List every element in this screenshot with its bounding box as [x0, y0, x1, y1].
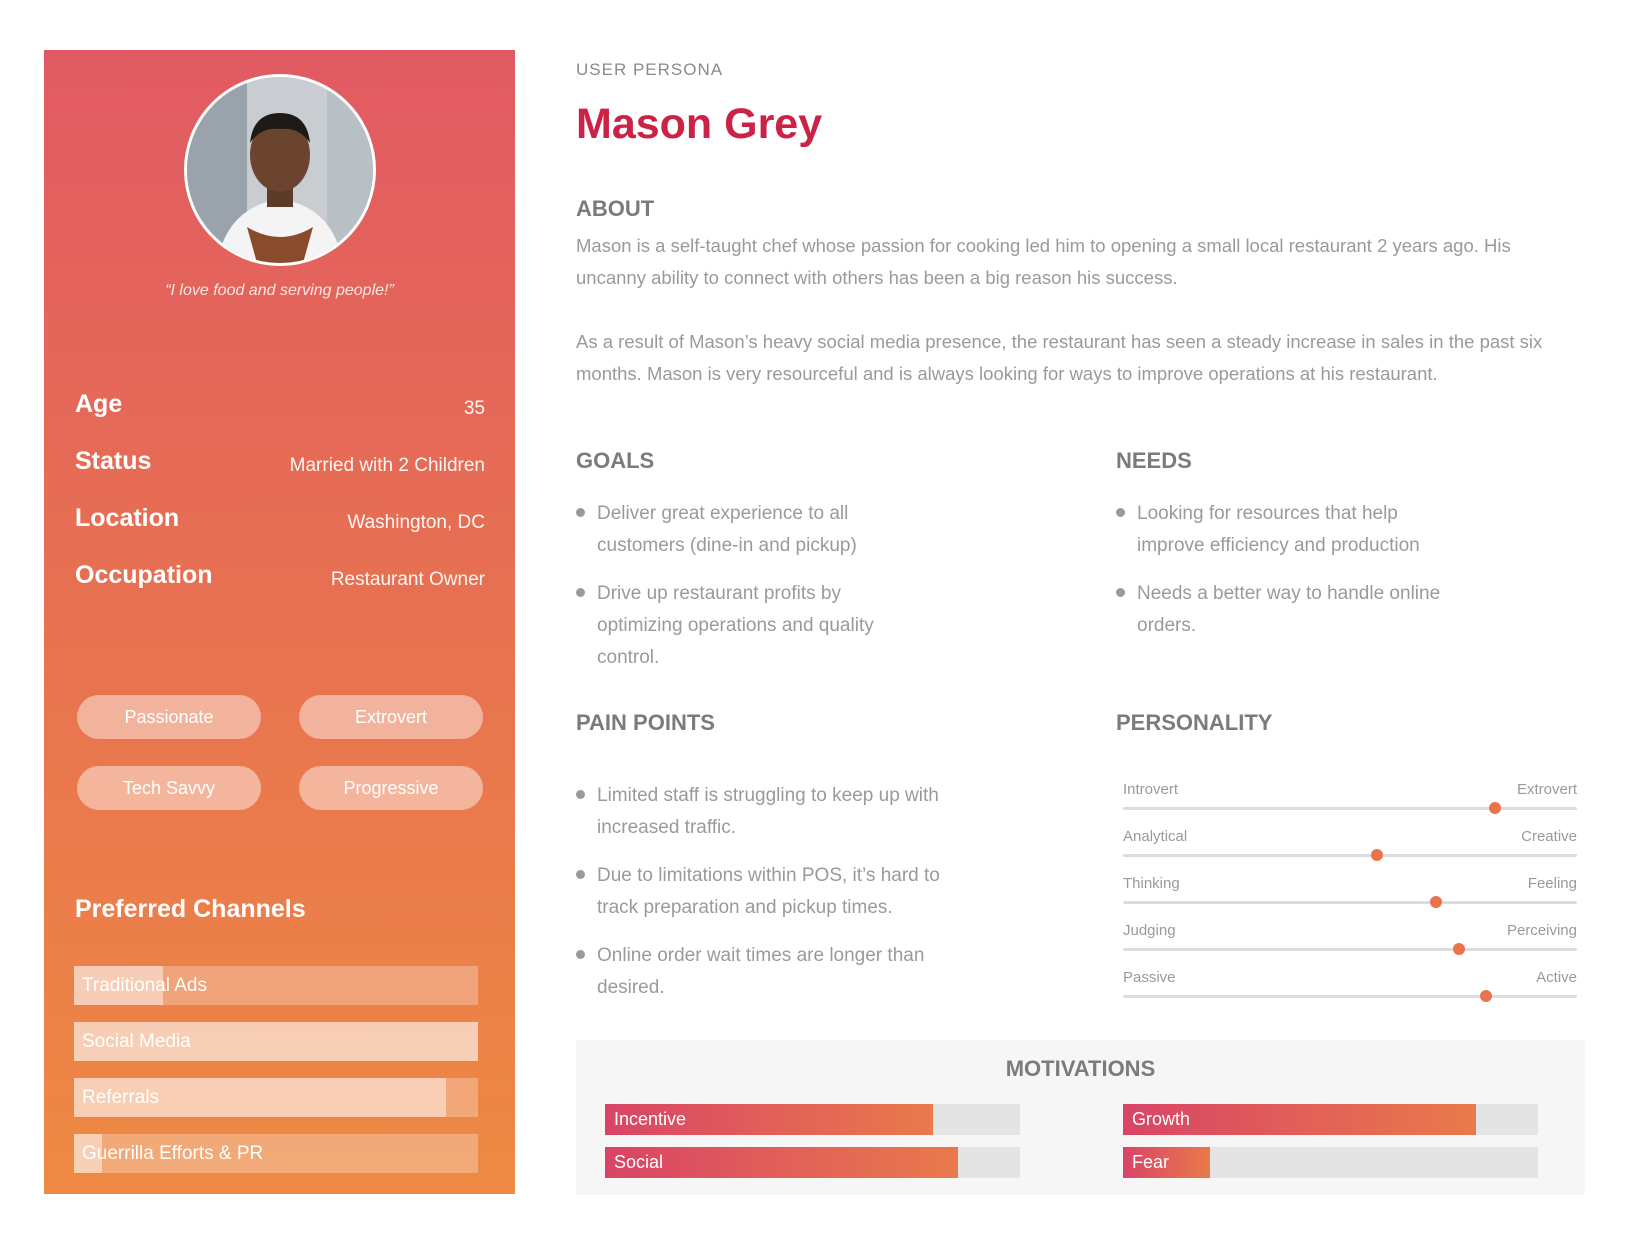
fact-location [75, 504, 485, 561]
pain-point-item: Due to limitations within POS, it’s hard to track preparation and pickup times. [576, 860, 946, 924]
trait-slider [1123, 969, 1577, 1016]
trait-marker [1489, 802, 1501, 814]
motivations-panel [576, 1040, 1585, 1195]
motivation-bar [1123, 1104, 1538, 1135]
fact-value: Married with 2 Children [289, 455, 485, 476]
fact-label: Status [75, 447, 152, 475]
fact-status [75, 447, 485, 504]
persona-avatar [184, 74, 376, 266]
channel-bar [74, 1022, 478, 1061]
trait-track [1123, 901, 1577, 904]
trait-track [1123, 995, 1577, 998]
trait-slider [1123, 781, 1577, 828]
motivation-bar [1123, 1147, 1538, 1178]
trait-slider [1123, 875, 1577, 922]
trait-left-label: Passive [1123, 969, 1176, 986]
trait-marker [1371, 849, 1383, 861]
fact-value: 35 [463, 398, 485, 419]
trait-right-label: Perceiving [1506, 922, 1577, 939]
trait-marker [1453, 943, 1465, 955]
needs-heading: NEEDS [1116, 448, 1192, 473]
channel-label: Referrals [82, 1087, 160, 1108]
goal-item: Drive up restaurant profits by optimizing operations and quality control. [576, 578, 916, 674]
trait-slider [1123, 922, 1577, 969]
motivation-label: Fear [1132, 1152, 1170, 1172]
trait-marker [1480, 990, 1492, 1002]
goal-item: Deliver great experience to all customers (dine-in and pickup) [576, 498, 916, 562]
motivation-label: Social [614, 1152, 664, 1172]
channel-bar [74, 966, 478, 1005]
channel-label: Traditional Ads [82, 975, 207, 996]
about-paragraph-1: Mason is a self-taught chef whose passion for cooking led him to opening a small local restaurant 2 years ago. His uncanny ability to connect with others has been a big reason his success. [576, 235, 1511, 288]
chef-portrait-photo [187, 77, 373, 263]
fact-label: Age [75, 390, 123, 418]
tag-progressive: Progressive [299, 766, 483, 810]
trait-right-label: Active [1536, 969, 1577, 986]
motivation-label: Incentive [614, 1109, 687, 1129]
tag-passionate: Passionate [77, 695, 261, 739]
tag-tech-savvy: Tech Savvy [77, 766, 261, 810]
motivation-bar [605, 1147, 1020, 1178]
channel-bar [74, 1078, 478, 1117]
channel-label: Guerrilla Efforts & PR [82, 1143, 264, 1164]
pain-point-item: Limited staff is struggling to keep up with increased traffic. [576, 780, 946, 844]
motivation-label: Growth [1132, 1109, 1191, 1129]
trait-marker [1430, 896, 1442, 908]
need-item: Looking for resources that help improve efficiency and production [1116, 498, 1456, 562]
personality-sliders [1123, 781, 1577, 1016]
trait-left-label: Introvert [1123, 781, 1179, 798]
trait-left-label: Analytical [1123, 828, 1188, 845]
motivations-heading: MOTIVATIONS [1005, 1056, 1156, 1081]
pain-points-list [576, 780, 946, 1020]
persona-profile-panel [44, 50, 515, 1194]
trait-track [1123, 948, 1577, 951]
trait-right-label: Creative [1521, 828, 1577, 845]
fact-occupation [75, 561, 485, 618]
trait-left-label: Thinking [1123, 875, 1180, 892]
pain-points-heading: PAIN POINTS [576, 710, 715, 735]
motivation-bar [605, 1104, 1020, 1135]
trait-left-label: Judging [1123, 922, 1176, 939]
persona-facts [75, 390, 485, 618]
trait-track [1123, 807, 1577, 810]
need-item: Needs a better way to handle online orders. [1116, 578, 1456, 642]
persona-name: Mason Grey [576, 100, 823, 148]
trait-slider [1123, 828, 1577, 875]
channel-label: Social Media [82, 1031, 191, 1052]
channels-list [74, 966, 478, 1190]
fact-label: Location [75, 504, 180, 532]
trait-track [1123, 854, 1577, 857]
fact-value: Restaurant Owner [330, 569, 485, 590]
channels-title: Preferred Channels [75, 895, 306, 923]
fact-age [75, 390, 485, 447]
personality-tags [77, 695, 482, 810]
trait-right-label: Feeling [1527, 875, 1577, 892]
fact-value: Washington, DC [347, 512, 485, 533]
pain-point-item: Online order wait times are longer than desired. [576, 940, 946, 1004]
page-eyebrow: USER PERSONA [576, 60, 724, 79]
personality-heading: PERSONALITY [1116, 710, 1273, 735]
trait-right-label: Extrovert [1516, 781, 1577, 798]
goals-list [576, 498, 916, 690]
about-paragraph-2: As a result of Mason’s heavy social media presence, the restaurant has seen a steady increase in sales in the past six months. Mason is very resourceful and is always looking for ways to improve operations at his restaurant. [576, 331, 1543, 384]
channel-bar [74, 1134, 478, 1173]
tag-extrovert: Extrovert [299, 695, 483, 739]
fact-label: Occupation [75, 561, 213, 589]
goals-heading: GOALS [576, 448, 655, 473]
persona-quote: “I love food and serving people!” [165, 282, 394, 299]
needs-list [1116, 498, 1456, 658]
about-heading: ABOUT [576, 196, 655, 221]
